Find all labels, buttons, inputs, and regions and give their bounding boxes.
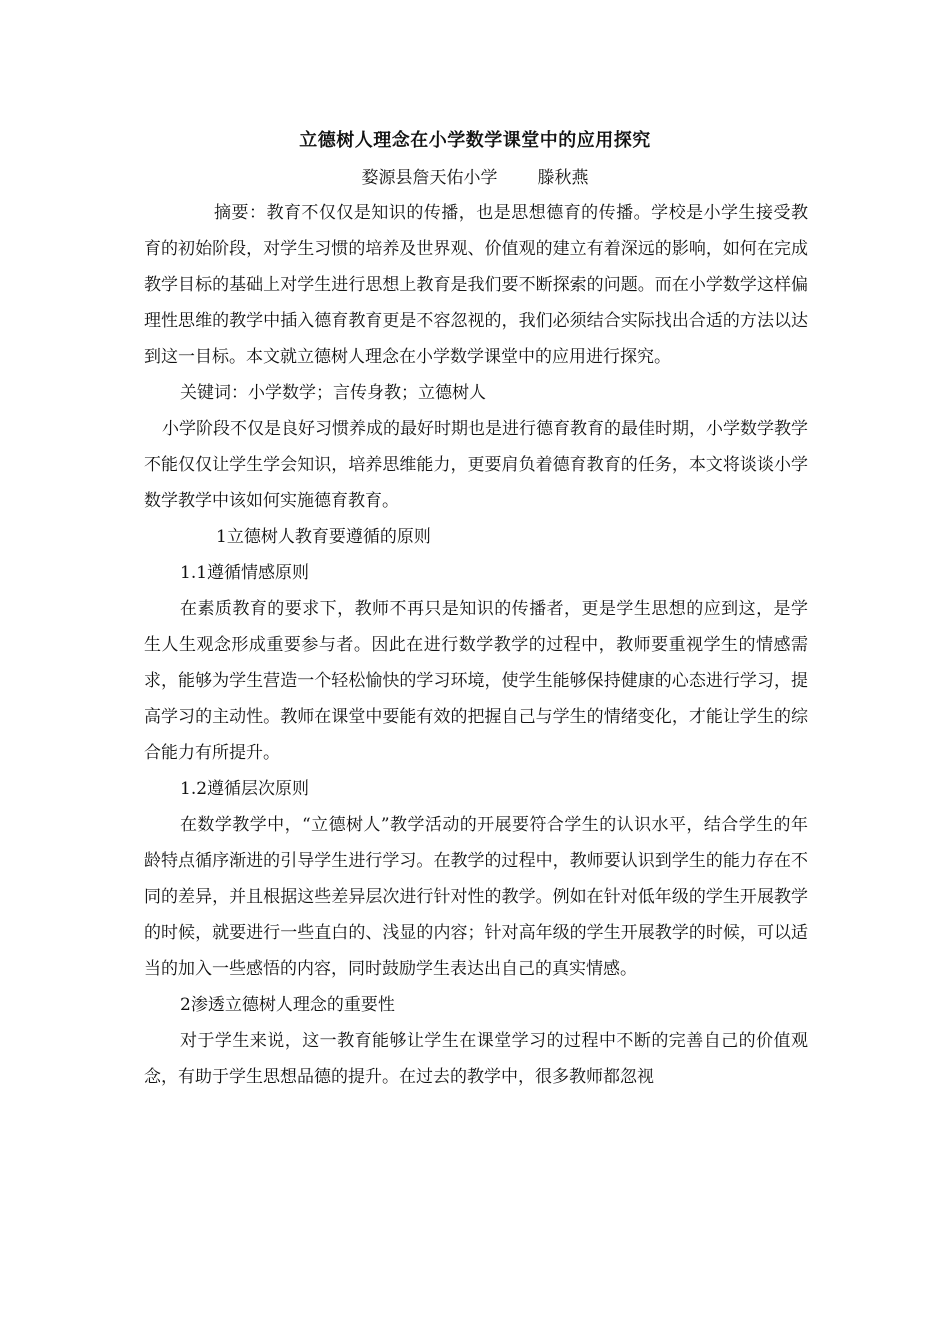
section-1-2-paragraph: 在数学教学中，“立德树人”教学活动的开展要符合学生的认识水平，结合学生的年龄特点循序渐进的引导学生进行学习。在教学的过程中，教师要认识到学生的能力存在不同的差异，并且根据这些差异层次进行针对性的教学。例如在针对低年级的学生开展教学的时候，就要进行一些直白的、浅显的内容；针对高年级的学生开展教学的时候，可以适当的加入一些感悟的内容，同时鼓励学生表达出自己的真实情感。 [144, 815, 808, 979]
author-name: 滕秋燕 [537, 168, 589, 188]
section-1-1-paragraph: 在素质教育的要求下，教师不再只是知识的传播者，更是学生思想的应到这，是学生人生观念形成重要参与者。因此在进行数学教学的过程中，教师要重视学生的情感需求，能够为学生营造一个轻松愉快的学习环境，使学生能够保持健康的心态进行学习，提高学习的主动性。教师在课堂中要能有效的把握自己与学生的情绪变化，才能让学生的综合能力有所提升。 [144, 599, 808, 763]
intro-paragraph: 小学阶段不仅是良好习惯养成的最好时期也是进行德育教育的最佳时期，小学数学教学不能仅仅让学生学会知识，培养思维能力，更要肩负着德育教育的任务，本文将谈谈小学数学教学中该如何实施德育教育。 [144, 419, 808, 511]
section-2-paragraph: 对于学生来说，这一教育能够让学生在课堂学习的过程中不断的完善自己的价值观念，有助于学生思想品德的提升。在过去的教学中，很多教师都忽视 [144, 1031, 808, 1087]
document-body [144, 195, 808, 1095]
section-heading-2: 2渗透立德树人理念的重要性 [180, 995, 395, 1015]
section-heading-1: 1立德树人教育要遵循的原则 [216, 527, 431, 547]
school-name: 婺源县詹天佑小学 [361, 168, 498, 188]
section-heading-1-1: 1.1遵循情感原则 [180, 563, 310, 583]
section-heading-1-2: 1.2遵循层次原则 [180, 779, 310, 799]
abstract-paragraph: 摘要：教育不仅仅是知识的传播，也是思想德育的传播。学校是小学生接受教育的初始阶段，对学生习惯的培养及世界观、价值观的建立有着深远的影响，如何在完成教学目标的基础上对学生进行思想上教育是我们要不断探索的问题。而在小学数学这样偏理性思维的教学中插入德育教育更是不容忽视的，我们必须结合实际找出合适的方法以达到这一目标。本文就立德树人理念在小学数学课堂中的应用进行探究。 [144, 203, 808, 367]
byline [0, 163, 950, 188]
document-title: 立德树人理念在小学数学课堂中的应用探究 [299, 130, 651, 151]
keywords-line: 关键词：小学数学；言传身教；立德树人 [180, 383, 486, 403]
